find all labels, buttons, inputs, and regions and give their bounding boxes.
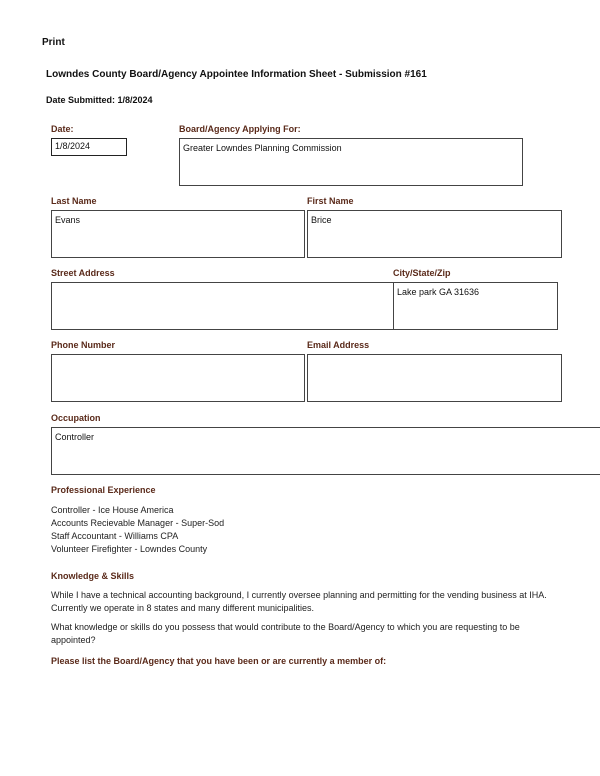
last-name-label: Last Name (51, 196, 97, 206)
skills-question: What knowledge or skills do you possess that would contribute to the Board/Agency to which you are requesting to be appointed? (51, 622, 520, 645)
board-label: Board/Agency Applying For: (179, 124, 301, 134)
city-field[interactable]: Lake park GA 31636 (393, 282, 558, 330)
first-name-field[interactable]: Brice (307, 210, 562, 258)
occupation-field[interactable]: Controller (51, 427, 600, 475)
skills-heading: Knowledge & Skills (51, 571, 135, 581)
date-field[interactable]: 1/8/2024 (51, 138, 127, 156)
experience-item: Volunteer Firefighter - Lowndes County (51, 544, 208, 554)
phone-label: Phone Number (51, 340, 116, 350)
experience-item: Staff Accountant - Williams CPA (51, 531, 179, 541)
city-label: City/State/Zip (393, 268, 451, 278)
skills-text: While I have a technical accounting background, I currently oversee planning and permitting for the vending business at IHA. Currently we operate in 8 states and many different municipalities. (51, 590, 547, 613)
page-title: Lowndes County Board/Agency Appointee Information Sheet - Submission #161 (46, 69, 427, 80)
experience-item: Controller - Ice House America (51, 505, 174, 515)
date-label: Date: (51, 124, 74, 134)
experience-heading: Professional Experience (51, 485, 156, 495)
print-link[interactable]: Print (42, 37, 65, 48)
board-field[interactable]: Greater Lowndes Planning Commission (179, 138, 523, 186)
date-submitted: Date Submitted: 1/8/2024 (46, 95, 153, 105)
boards-heading: Please list the Board/Agency that you have been or are currently a member of: (51, 656, 387, 666)
street-label: Street Address (51, 268, 115, 278)
occupation-label: Occupation (51, 413, 101, 423)
email-label: Email Address (307, 340, 370, 350)
first-name-label: First Name (307, 196, 354, 206)
email-field[interactable] (307, 354, 562, 402)
experience-item: Accounts Recievable Manager - Super-Sod (51, 518, 225, 528)
street-field[interactable] (51, 282, 394, 330)
last-name-field[interactable]: Evans (51, 210, 305, 258)
phone-field[interactable] (51, 354, 305, 402)
experience-list (51, 504, 571, 556)
